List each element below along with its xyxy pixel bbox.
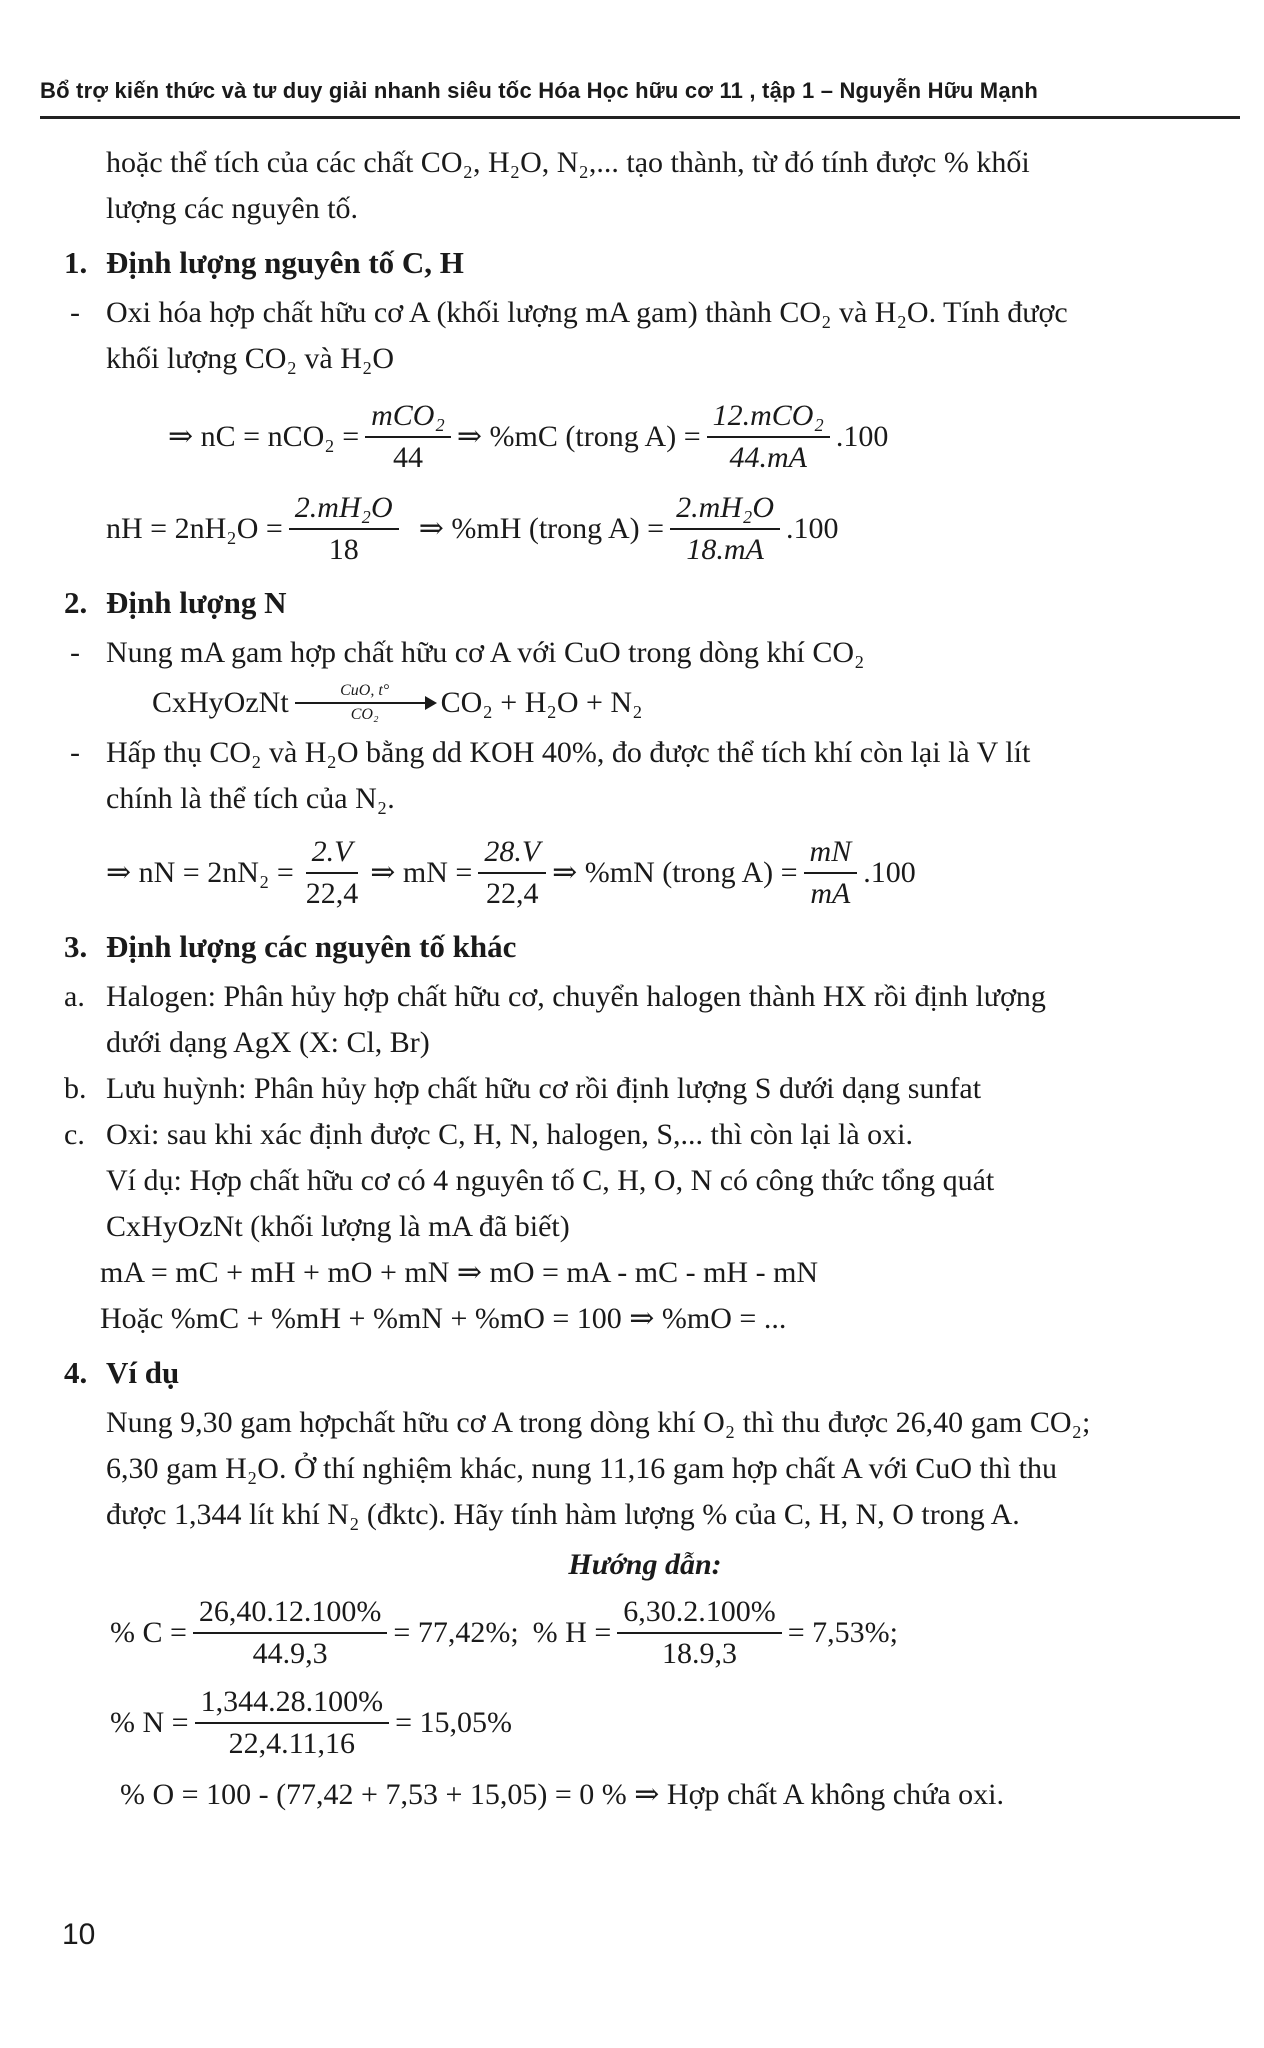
section-3-item-b: b. Lưu huỳnh: Phân hủy hợp chất hữu cơ rồi định lượng S dưới dạng sunfat [64,1072,982,1105]
intro-line-2: lượng các nguyên tố. [106,192,359,225]
section-2-heading: 2. Định lượng N [64,585,287,620]
section-1-bullet: - Oxi hóa hợp chất hữu cơ A (khối lượng mA gam) thành CO₂ và H₂O. Tính được khối lượng CO₂ và H₂O [70,296,1068,375]
intro-line-1: hoặc thể tích của các chất CO₂, H₂O, N₂,... tạo thành, từ đó tính được % khối [106,146,1030,179]
section-2-bullet-1: - Nung mA gam hợp chất hữu cơ A với CuO trong dòng khí CO₂ [70,636,865,669]
page-body [60,140,1230,1818]
reaction-arrow: CuO, t° CO₂ [295,682,435,724]
section-3-item-c: c. Oxi: sau khi xác định được C, H, N, halogen, S,... thì còn lại là oxi. Ví dụ: Hợp chất hữu cơ có 4 nguyên tố C, H, O, N có công thức tổng quát CxHyOzNt (khối lượng là mA đã biết) [64,1118,995,1243]
running-header: Bổ trợ kiến thức và tư duy giải nhanh siêu tốc Hóa Học hữu cơ 11 , tập 1 – Nguyễn Hữu Mạnh [40,78,1039,103]
section-4-heading: 4. Ví dụ [64,1355,180,1390]
result-oxygen: % O = 100 - (77,42 + 7,53 + 15,05) = 0 % ⇒ Hợp chất A không chứa oxi. [120,1778,1005,1811]
guide-heading: Hướng dẫn: [568,1548,722,1581]
result-nitrogen: % N = $\frac{1,344.28.100\%}{22,4.11,16}$ = 15,05% [60,1682,1230,1764]
equation-mass-balance: mA = mC + mH + mO + mN ⇒ mO = mA - mC - mH - mN [100,1256,819,1289]
section-1-heading: 1. Định lượng nguyên tố C, H [64,245,464,280]
reaction-equation: CxHyOzNt CuO, t° CO₂ CO₂ + H₂O + N₂ [152,682,643,723]
formula-nitrogen: ⇒ nN = 2nN₂ = $\frac{2.V}{22,4}$ ⇒ mN = $\frac{28.V}{22,4}$ ⇒ %mN (trong A) = $\frac{mN}{mA}$ .100 [60,832,1230,914]
formula-hydrogen: nH = 2nH₂O = $\frac{\text{2.mH₂O}}{18}$ ⇒ %mH (trong A) = $\frac{\text{2.mH₂O}}{18.mA}$ .100 [60,488,1230,570]
equation-percent-balance: Hoặc %mC + %mH + %mN + %mO = 100 ⇒ %mO = ... [100,1302,787,1335]
example-problem: Nung 9,30 gam hợpchất hữu cơ A trong dòng khí O₂ thì thu được 26,40 gam CO₂; 6,30 gam H₂O. Ở thí nghiệm khác, nung 11,16 gam hợp chất A với CuO thì thu được 1,344 lít khí N₂ (đktc). Hãy tính hàm lượng % của C, H, N, O trong A. [106,1406,1091,1531]
section-2-bullet-2: - Hấp thụ CO₂ và H₂O bằng dd KOH 40%, đo được thể tích khí còn lại là V lít chính là thể tích của N₂. [70,736,1031,815]
formula-carbon: ⇒ nC = nCO₂ = $\frac{\text{mCO₂}}{44}$ ⇒ %mC (trong A) = $\frac{\text{12.mCO₂}}{44.mA}$ .100 [60,396,1230,478]
result-carbon-hydrogen: % C = $\frac{26,40.12.100\%}{44.9,3}$ = 77,42%; % H = $\frac{6,30.2.100\%}{18.9,3}$ = 7,53%; [60,1592,1230,1674]
page-number: 10 [62,1918,96,1951]
section-3-heading: 3. Định lượng các nguyên tố khác [64,929,517,964]
header-rule [40,116,1240,119]
section-3-item-a: a. Halogen: Phân hủy hợp chất hữu cơ, chuyển halogen thành HX rồi định lượng dưới dạng AgX (X: Cl, Br) [64,980,1046,1059]
